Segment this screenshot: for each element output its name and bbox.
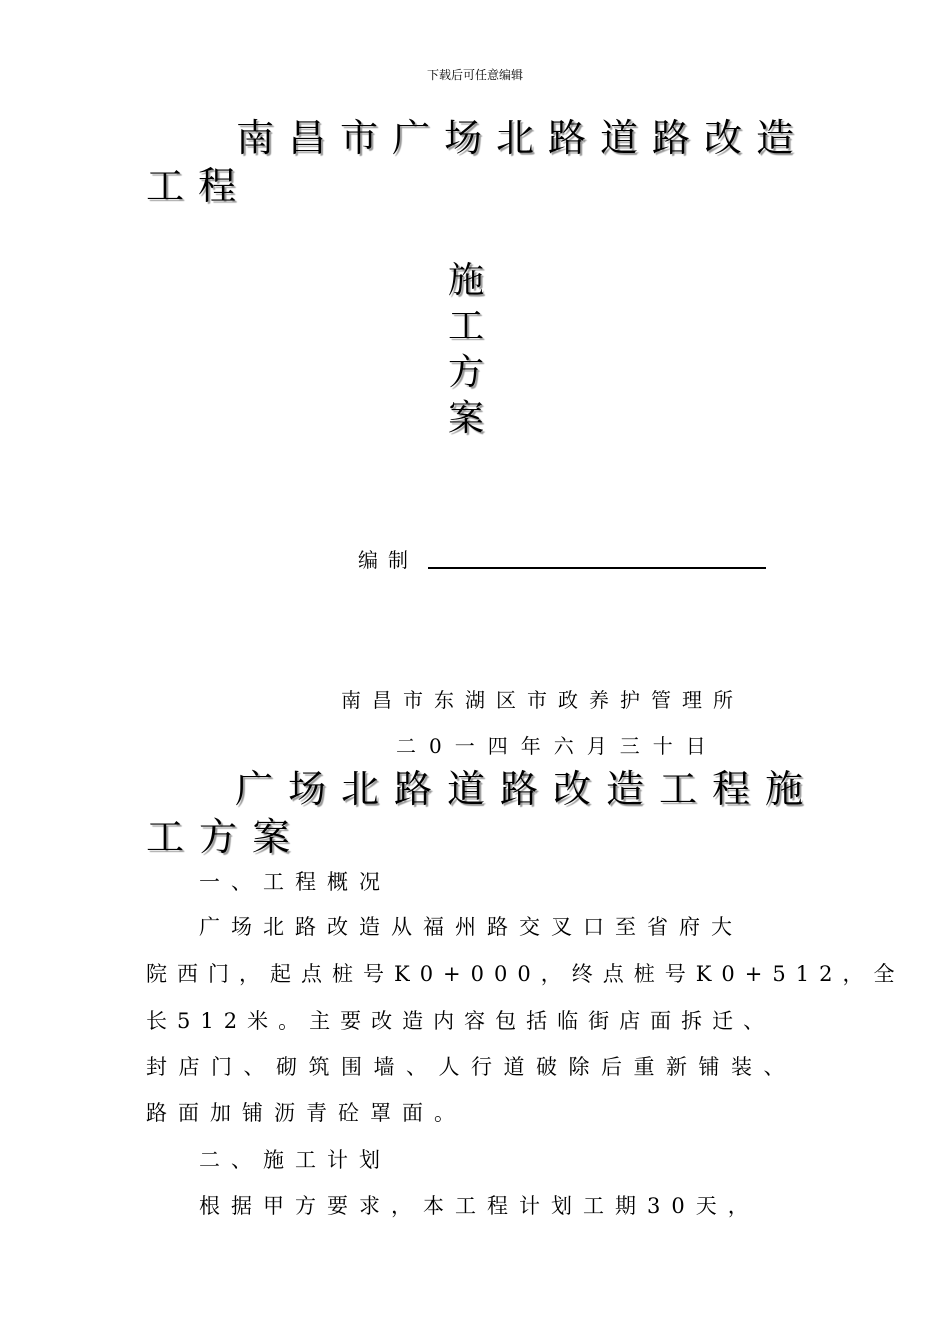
header-note: 下载后可任意编辑 — [426, 68, 523, 82]
section1-line: 长512米。主要改造内容包括临街店面拆迁、 — [146, 1009, 775, 1033]
organization-name: 南昌市东湖区市政养护管理所 — [341, 688, 744, 712]
doc-type-char: 施 — [448, 260, 485, 301]
compiler-label: 编制 — [358, 548, 418, 572]
compiler-signature-line — [428, 567, 766, 569]
cover-date: 二0一四年六月三十日 — [396, 734, 719, 758]
section1-heading: 一、工程概况 — [199, 870, 391, 894]
cover-title-line1: 南昌市广场北路道路改造 — [236, 116, 809, 160]
doc-type-char: 工 — [448, 306, 485, 347]
section1-line: 院西门，起点桩号K0+000，终点桩号K0+512，全 — [146, 962, 905, 986]
doc-type-char: 方 — [448, 352, 485, 393]
content-title-line1: 广场北路道路改造工程施 — [235, 767, 819, 811]
doc-type-char: 案 — [448, 398, 485, 439]
content-title-line2: 工方案 — [146, 815, 306, 859]
cover-title-line2: 工程 — [146, 164, 251, 208]
section1-line: 路面加铺沥青砼罩面。 — [146, 1101, 466, 1125]
section1-line: 广场北路改造从福州路交叉口至省府大 — [199, 915, 743, 939]
section2-heading: 二、施工计划 — [199, 1148, 391, 1172]
section2-line: 根据甲方要求，本工程计划工期30天， — [199, 1194, 760, 1218]
section1-line: 封店门、砌筑围墙、人行道破除后重新铺装、 — [146, 1055, 796, 1079]
cover-doc-type — [448, 258, 494, 442]
